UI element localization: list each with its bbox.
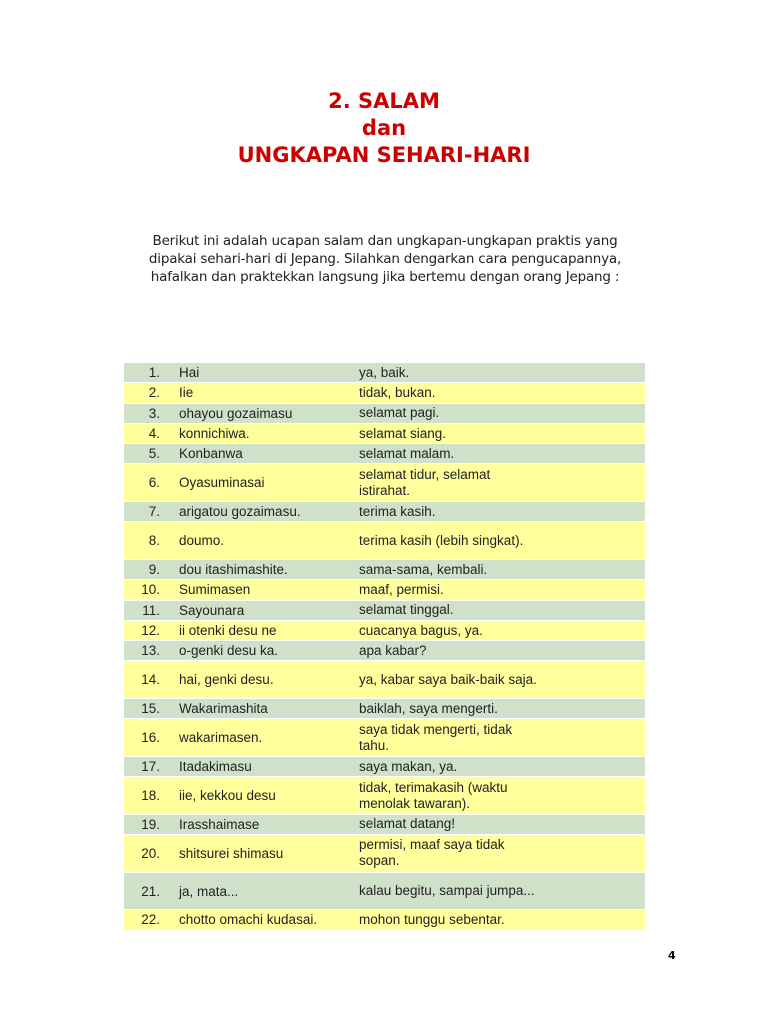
indonesian-meaning: permisi, maaf saya tidak sopan. [359,837,505,869]
row-number: 3. [148,405,160,421]
japanese-phrase: ja, mata... [179,883,239,899]
table-row [124,835,645,873]
japanese-phrase: wakarimasen. [179,730,263,746]
indonesian-meaning: kalau begitu, sampai jumpa... [359,883,535,899]
japanese-phrase: hai, genki desu. [179,672,274,688]
row-number: 14. [141,672,160,688]
japanese-phrase: dou itashimashite. [179,562,288,578]
table-row [124,661,645,699]
page-title [0,88,768,169]
indonesian-meaning: selamat datang! [359,816,456,832]
row-number: 1. [148,365,160,381]
intro-line: dipakai sehari-hari di Jepang. Silahkan dengarkan cara pengucapannya, [148,251,622,267]
row-number: 13. [141,643,160,659]
indonesian-meaning: apa kabar? [359,642,427,658]
table-row [124,424,645,444]
intro-line: Berikut ini adalah ucapan salam dan ungkapan-ungkapan praktis yang [152,233,618,249]
title-line-2: dan [361,116,407,140]
indonesian-meaning: selamat pagi. [359,405,440,421]
indonesian-meaning: tidak, terimakasih (waktu menolak tawaran). [359,779,508,811]
table-row [124,757,645,777]
table-row [124,873,645,911]
table-row [124,580,645,600]
row-number: 21. [141,883,160,899]
table-row [124,601,645,621]
table-row [124,641,645,661]
indonesian-meaning: tidak, bukan. [359,384,436,400]
row-number: 12. [141,623,160,638]
table-row [124,910,645,930]
indonesian-meaning: terima kasih (lebih singkat). [359,532,524,548]
indonesian-meaning: maaf, permisi. [359,581,444,597]
table-row [124,404,645,424]
row-number: 5. [148,446,160,462]
japanese-phrase: Iie [179,385,194,401]
row-number: 6. [148,475,160,491]
table-row [124,383,645,403]
japanese-phrase: ohayou gozaimasu [179,405,293,421]
japanese-phrase: Sayounara [179,602,245,618]
title-line-1: 2. SALAM [328,89,440,113]
indonesian-meaning: selamat malam. [359,445,455,461]
row-number: 19. [141,816,160,832]
indonesian-meaning: ya, baik. [359,364,410,380]
row-number: 15. [141,701,160,717]
table-row [124,502,645,522]
row-number: 9. [148,562,160,578]
japanese-phrase: shitsurei shimasu [179,845,284,861]
table-row [124,363,645,383]
table-row [124,464,645,502]
row-number: 8. [148,533,160,549]
indonesian-meaning: selamat tidur, selamat istirahat. [359,466,491,498]
indonesian-meaning: baiklah, saya mengerti. [359,700,498,716]
japanese-phrase: doumo. [179,533,225,549]
japanese-phrase: chotto omachi kudasai. [179,912,318,928]
indonesian-meaning: selamat tinggal. [359,602,454,618]
row-number: 10. [141,582,160,598]
indonesian-meaning: cuacanya bagus, ya. [359,622,483,638]
indonesian-meaning: sama-sama, kembali. [359,561,488,577]
indonesian-meaning: saya tidak mengerti, tidak tahu. [359,721,513,753]
intro-line: hafalkan dan praktekkan langsung jika bertemu dengan orang Jepang : [150,269,620,285]
indonesian-meaning: mohon tunggu sebentar. [359,911,505,927]
japanese-phrase: Itadakimasu [179,759,252,775]
row-number: 16. [141,730,160,746]
table-row [124,522,645,560]
japanese-phrase: Konbanwa [179,446,243,462]
japanese-phrase: Sumimasen [179,582,251,598]
japanese-phrase: Oyasuminasai [179,475,265,491]
table-row [124,621,645,641]
japanese-phrase: arigatou gozaimasu. [179,504,301,520]
row-number: 11. [142,602,160,618]
indonesian-meaning: saya makan, ya. [359,758,458,774]
row-number: 17. [141,759,160,775]
table-row [124,777,645,815]
japanese-phrase: iie, kekkou desu [179,788,276,804]
table-row [124,815,645,835]
indonesian-meaning: selamat siang. [359,425,447,441]
table-row [124,444,645,464]
table-row [124,719,645,757]
japanese-phrase: o-genki desu ka. [179,643,279,659]
title-line-3: UNGKAPAN SEHARI-HARI [237,143,531,167]
row-number: 22. [141,912,160,928]
table-row [124,699,645,719]
row-number: 18. [141,788,160,804]
japanese-phrase: Hai [179,365,200,381]
japanese-phrase: Irasshaimase [179,816,260,832]
indonesian-meaning: terima kasih. [359,503,436,519]
row-number: 7. [148,504,160,520]
indonesian-meaning: ya, kabar saya baik-baik saja. [359,671,537,687]
japanese-phrase: Wakarimashita [179,701,268,717]
row-number: 20. [141,845,160,861]
greetings-table [124,363,645,931]
japanese-phrase: konnichiwa. [179,426,250,442]
page-number: 4 [668,949,676,962]
row-number: 2. [148,385,160,401]
table-row [124,560,645,580]
row-number: 4. [148,426,160,442]
intro-paragraph [120,232,650,286]
japanese-phrase: ii otenki desu ne [179,623,277,638]
